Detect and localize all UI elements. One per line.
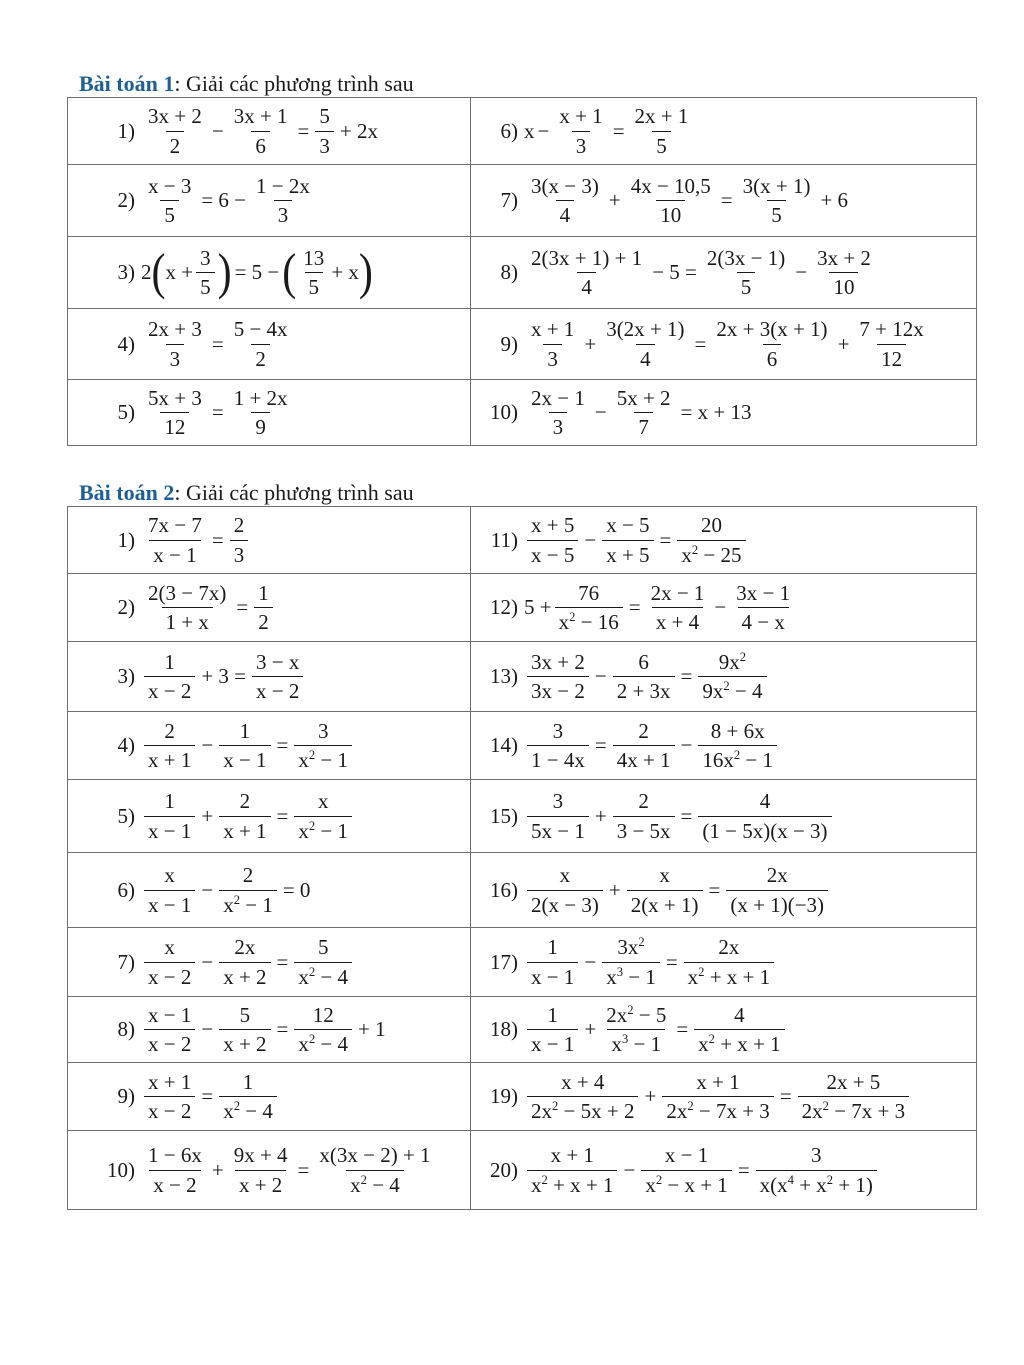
equation-cell <box>471 574 977 642</box>
equation-cell <box>471 165 977 237</box>
equation-cell <box>471 997 977 1063</box>
equation-number: 19) <box>490 1084 518 1108</box>
equation-number: 10) <box>107 1157 135 1182</box>
equation: $\frac{1}{x - 1}$ − $\frac{3x^2}{x^3 - 1}$ = $\frac{2x}{x^2 + x + 1}$ <box>524 935 777 988</box>
problem-1-table <box>67 97 977 446</box>
equation: $\frac{x + 5}{x - 5}$ − $\frac{x - 5}{x + 5}$ = $\frac{20}{x^2 - 25}$ <box>524 513 749 566</box>
table-row <box>68 237 977 309</box>
equation-cell <box>471 780 977 853</box>
equation-cell <box>471 928 977 997</box>
equation-cell <box>471 507 977 574</box>
table-row <box>68 574 977 642</box>
equation-number: 13) <box>490 664 518 688</box>
equation: $\frac{x + 1}{3}$ + $\frac{3(2x + 1)}{4}$ = $\frac{2x + 3(x + 1)}{6}$ + $\frac{7 + 12x}{12}$ <box>531 317 924 371</box>
equation-cell <box>68 928 471 997</box>
equation: $\frac{1}{x - 1}$ + $\frac{2}{x + 1}$ = $\frac{x}{x^2 - 1}$ <box>141 789 355 842</box>
table-row <box>68 928 977 997</box>
equation-number: 20) <box>490 1157 518 1182</box>
table-row <box>68 712 977 780</box>
equation-cell <box>68 380 471 446</box>
equation-number: 1) <box>117 118 135 143</box>
table-row <box>68 642 977 712</box>
equation-number: 1) <box>117 527 135 552</box>
table-row <box>68 1063 977 1131</box>
equation: $\frac{3x + 2}{3x - 2}$ − $\frac{6}{2 + 3x}$ = $\frac{9x^2}{9x^2 - 4}$ <box>524 650 770 703</box>
equation-cell <box>68 574 471 642</box>
problem-1-title: Bài toán 1 <box>79 71 175 96</box>
equation: $\frac{x - 1}{x - 2}$ − $\frac{5}{x + 2}$ = $\frac{12}{x^2 - 4}$ + 1 <box>141 1003 389 1056</box>
problem-2-heading <box>79 480 414 506</box>
table-row <box>68 507 977 574</box>
equation: $\frac{3}{5x - 1}$ + $\frac{2}{3 - 5x}$ = $\frac{4}{(1 - 5x)(x - 3)}$ <box>524 789 835 842</box>
equation-cell <box>471 380 977 446</box>
table-row <box>68 380 977 446</box>
equation-cell <box>68 507 471 574</box>
equation: $\frac{5x + 3}{12}$ = $\frac{1 + 2x}{9}$ <box>148 385 288 439</box>
equation: $\frac{x - 3}{5}$ = 6 − $\frac{1 - 2x}{3}$ <box>148 173 310 227</box>
equation-cell <box>68 237 471 309</box>
equation-number: 14) <box>490 733 518 757</box>
table-row <box>68 1131 977 1210</box>
equation: 5 + $\frac{76}{x^2 - 16}$ = $\frac{2x - 1}{x + 4}$ − $\frac{3x - 1}{4 - x}$ <box>524 580 791 634</box>
table-row <box>68 309 977 380</box>
equation-number: 5) <box>117 400 135 424</box>
equation-number: 3) <box>117 664 135 688</box>
equation-cell <box>68 1131 471 1210</box>
equation: $\frac{3(x - 3)}{4}$ + $\frac{4x - 10,5}{10}$ = $\frac{3(x + 1)}{5}$ + 6 <box>531 173 849 227</box>
equation-cell <box>471 98 977 165</box>
equation-cell <box>68 853 471 928</box>
problem-1-instruction: : Giải các phương trình sau <box>174 71 414 96</box>
equation: $\frac{x}{x - 1}$ − $\frac{2}{x^2 - 1}$ = 0 <box>141 863 313 916</box>
equation-cell <box>68 780 471 853</box>
equation-number: 4) <box>117 331 135 356</box>
equation: $\frac{x}{x - 2}$ − $\frac{2x}{x + 2}$ = $\frac{5}{x^2 - 4}$ <box>141 935 355 988</box>
equation: x − $\frac{x + 1}{3}$ = $\frac{2x + 1}{5}$ <box>524 104 689 158</box>
equation-number: 6) <box>500 118 518 143</box>
equation-number: 17) <box>490 949 518 974</box>
problem-1-heading <box>79 71 414 97</box>
equation: $\frac{2x + 3}{3}$ = $\frac{5 - 4x}{2}$ <box>148 317 288 371</box>
equation: $\frac{1 - 6x}{x - 2}$ + $\frac{9x + 4}{x + 2}$ = $\frac{x(3x - 2) + 1}{x^2 - 4}$ <box>148 1143 431 1197</box>
equation-number: 10) <box>490 400 518 424</box>
equation: $\frac{1}{x - 2}$ + 3 = $\frac{3 - x}{x - 2}$ <box>141 650 306 703</box>
table-row <box>68 780 977 853</box>
equation: $\frac{2(3x + 1) + 1}{4}$ − 5 = $\frac{2(3x - 1)}{5}$ − $\frac{3x + 2}{10}$ <box>531 245 871 299</box>
equation: $\frac{x + 1}{x - 2}$ = $\frac{1}{x^2 - 4}$ <box>141 1070 280 1123</box>
equation-number: 9) <box>117 1084 135 1108</box>
equation: $\frac{3x + 2}{2}$ − $\frac{3x + 1}{6}$ = $\frac{5}{3}$ + 2x <box>148 104 378 158</box>
equation-cell <box>471 712 977 780</box>
problem-2-title: Bài toán 2 <box>79 480 175 505</box>
equation-number: 7) <box>500 188 518 212</box>
problem-2-instruction: : Giải các phương trình sau <box>174 480 414 505</box>
equation-cell <box>68 309 471 380</box>
equation: $\frac{3}{1 - 4x}$ = $\frac{2}{4x + 1}$ − $\frac{8 + 6x}{16x^2 - 1}$ <box>524 719 780 772</box>
equation-cell <box>68 165 471 237</box>
table-row <box>68 165 977 237</box>
equation-cell <box>471 309 977 380</box>
equation-cell <box>68 98 471 165</box>
equation-number: 11) <box>490 527 518 552</box>
equation-cell <box>471 853 977 928</box>
equation-cell <box>471 642 977 712</box>
equation: $\frac{2}{x + 1}$ − $\frac{1}{x - 1}$ = $\frac{3}{x^2 - 1}$ <box>141 719 355 772</box>
equation: $\frac{2(3 - 7x)}{1 + x}$ = $\frac{1}{2}$ <box>141 581 276 634</box>
equation-number: 5) <box>117 803 135 828</box>
equation-cell <box>68 997 471 1063</box>
equation: $\frac{x + 1}{x^2 + x + 1}$ − $\frac{x - 1}{x^2 - x + 1}$ = $\frac{3}{x(x^4 + x^2 + 1)}$ <box>524 1143 880 1196</box>
equation-cell <box>68 1063 471 1131</box>
equation-number: 6) <box>117 877 135 902</box>
equation-number: 16) <box>490 877 518 902</box>
equation-number: 15) <box>490 803 518 828</box>
problem-2-table <box>67 506 977 1210</box>
equation: $\frac{x}{2(x - 3)}$ + $\frac{x}{2(x + 1)}$ = $\frac{2x}{(x + 1)(-3)}$ <box>524 863 831 916</box>
equation-number: 9) <box>500 331 518 356</box>
equation-cell <box>471 1131 977 1210</box>
equation-cell <box>68 642 471 712</box>
equation-cell <box>68 712 471 780</box>
equation-number: 4) <box>117 733 135 757</box>
equation-number: 2) <box>117 595 135 619</box>
equation-number: 8) <box>500 260 518 284</box>
equation: 2 ( x + $\frac{3}{5}$ ) = 5 − ( $\frac{13}{5}$ + x ) <box>141 244 373 301</box>
equation-number: 12) <box>490 595 518 619</box>
equation-number: 7) <box>117 949 135 974</box>
table-row <box>68 853 977 928</box>
equation: $\frac{2x - 1}{3}$ − $\frac{5x + 2}{7}$ = x + 13 <box>531 385 752 439</box>
table-row <box>68 997 977 1063</box>
equation: $\frac{7x - 7}{x - 1}$ = $\frac{2}{3}$ <box>141 513 251 566</box>
equation-cell <box>471 1063 977 1131</box>
equation-number: 18) <box>490 1017 518 1041</box>
table-row <box>68 98 977 165</box>
equation-number: 8) <box>117 1017 135 1041</box>
equation-cell <box>471 237 977 309</box>
equation-number: 2) <box>117 188 135 212</box>
equation: $\frac{1}{x - 1}$ + $\frac{2x^2 - 5}{x^3 - 1}$ = $\frac{4}{x^2 + x + 1}$ <box>524 1003 788 1056</box>
equation-number: 3) <box>117 260 135 284</box>
equation: $\frac{x + 4}{2x^2 - 5x + 2}$ + $\frac{x + 1}{2x^2 - 7x + 3}$ = $\frac{2x + 5}{2x^2 - 7x + 3}$ <box>524 1070 912 1123</box>
